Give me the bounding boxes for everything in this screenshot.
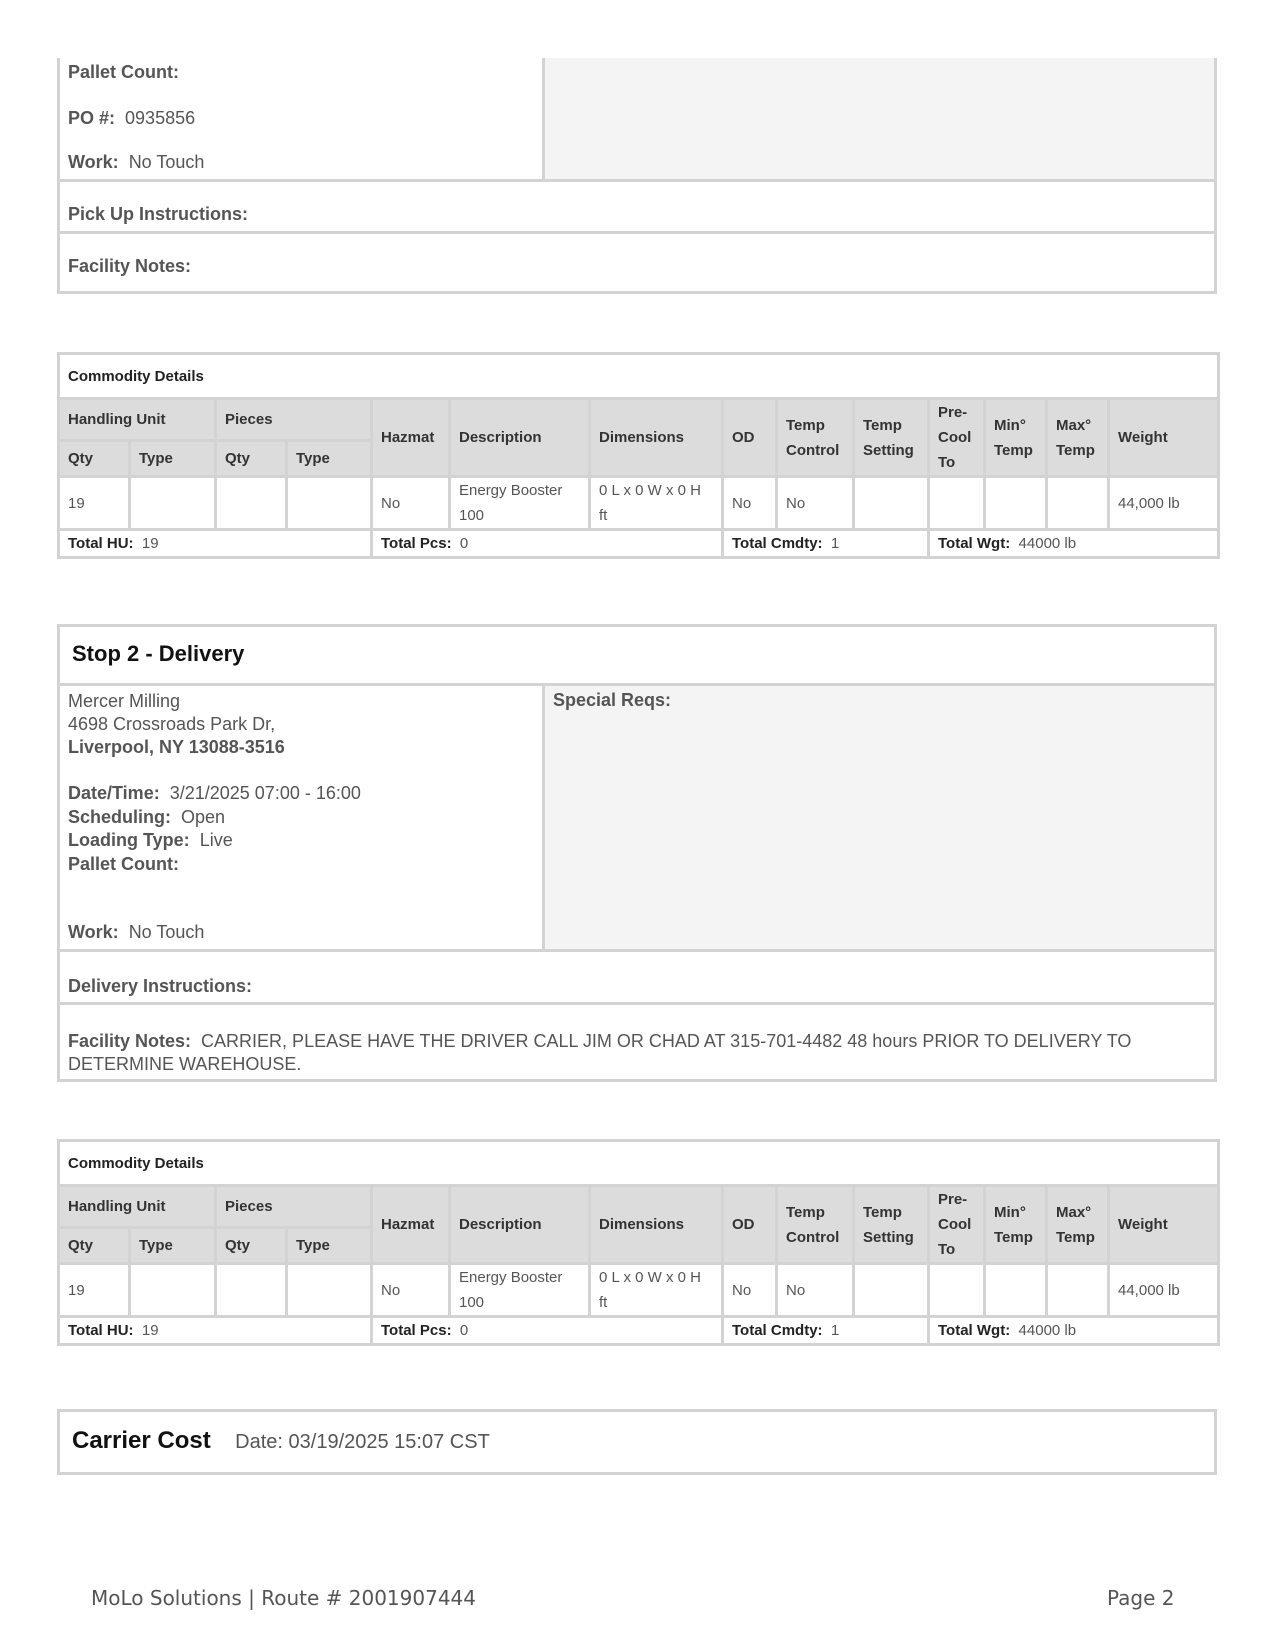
cell-hu-type [130,1264,216,1317]
stop1-facility-notes [60,256,191,277]
stop1-po-number [60,108,195,129]
loading-type: Loading Type: Live [68,830,233,850]
carrier-cost-header [72,1427,490,1455]
cell-weight: 44,000 lb [1109,477,1219,530]
header-hu-type: Type [130,1228,216,1264]
carrier-cost-title: Carrier Cost [72,1427,211,1454]
header-od: OD [723,1186,777,1264]
cell-pre-cool-to [929,1264,985,1317]
header-hazmat: Hazmat [372,1186,450,1264]
scheduling: Scheduling: Open [68,806,226,827]
stop2-delivery-instructions: Delivery Instructions: [68,976,253,996]
street-address: 4698 Crossroads Park Dr, [68,714,276,734]
stop2-special-reqs-panel [542,686,1214,949]
cell-weight: 44,000 lb [1109,1264,1219,1317]
work-label: Work: [68,152,119,172]
stop1-pickup-instructions [60,204,248,225]
stop1-work [60,152,204,173]
header-temp-control: Temp Control [777,1186,854,1264]
totals-row [59,530,1219,558]
header-od: OD [723,399,777,477]
company-name: Mercer Milling [68,691,181,711]
commodity-details-table-1 [57,352,1217,559]
cell-temp-setting [854,1264,929,1317]
header-min-temp: Min° Temp [985,399,1047,477]
header-pcs-type: Type [287,441,372,477]
header-handling-unit: Handling Unit [59,1186,216,1228]
cell-dimensions: 0 L x 0 W x 0 H ft [590,477,723,530]
header-dimensions: Dimensions [590,1186,723,1264]
facility-notes-label: Facility Notes: [68,256,192,276]
work-value: No Touch [128,152,205,172]
header-pieces: Pieces [216,1186,372,1228]
footer-page-number: Page 2 [1107,1586,1175,1610]
cell-pcs-type [287,1264,372,1317]
header-pieces: Pieces [216,399,372,441]
divider [60,949,1214,952]
header-min-temp: Min° Temp [985,1186,1047,1264]
stop1-pallet-count [60,62,179,83]
cell-pre-cool-to [929,477,985,530]
stop1-special-reqs-panel [542,58,1214,179]
commodity-details-table-2 [57,1139,1217,1346]
divider [60,179,1214,182]
po-value: 0935856 [125,108,196,128]
header-hu-qty: Qty [59,441,130,477]
commodity-details-title: Commodity Details [59,1141,1219,1186]
total-hu: Total HU: 19 [59,530,372,558]
carrier-cost-section [57,1409,1217,1475]
header-description: Description [450,399,590,477]
total-cmdty: Total Cmdty: 1 [723,1317,929,1345]
cell-min-temp [985,1264,1047,1317]
header-pre-cool-to: Pre- Cool To [929,1186,985,1264]
stop2-address [60,690,285,759]
stop1-section [57,58,1217,294]
stop2-details [60,686,542,949]
pallet-count: Pallet Count: [68,853,179,874]
cell-hu-qty: 19 [59,477,130,530]
stop2-title: Stop 2 - Delivery [72,641,245,666]
header-pcs-type: Type [287,1228,372,1264]
pallet-count-label: Pallet Count: [68,62,179,82]
cell-min-temp [985,477,1047,530]
divider [60,1002,1214,1005]
cell-max-temp [1047,477,1109,530]
cell-temp-control: No [777,477,854,530]
divider [60,231,1214,234]
cell-description: Energy Booster 100 [450,477,590,530]
po-label: PO #: [68,108,116,128]
totals-row [59,1317,1219,1345]
carrier-cost-date: Date: 03/19/2025 15:07 CST [235,1431,490,1453]
header-weight: Weight [1109,1186,1219,1264]
cell-description: Energy Booster 100 [450,1264,590,1317]
cell-pcs-qty [216,1264,287,1317]
header-max-temp: Max° Temp [1047,1186,1109,1264]
cell-hazmat: No [372,1264,450,1317]
header-handling-unit: Handling Unit [59,399,216,441]
cell-pcs-qty [216,477,287,530]
total-pcs: Total Pcs: 0 [372,530,723,558]
header-pcs-qty: Qty [216,1228,287,1264]
stop2-work: Work: No Touch [68,922,205,942]
cell-hu-type [130,477,216,530]
header-max-temp: Max° Temp [1047,399,1109,477]
datetime: Date/Time: 3/21/2025 07:00 - 16:00 [68,783,361,803]
header-hu-qty: Qty [59,1228,130,1264]
stop2-facility-notes: Facility Notes: CARRIER, PLEASE HAVE THE DRIVER CALL JIM OR CHAD AT 315-701-4482 48 hours PRIOR TO DELIVERY TO DETERMINE WAREHOUSE. [68,1031,1132,1074]
total-pcs: Total Pcs: 0 [372,1317,723,1345]
special-reqs: Special Reqs: [553,690,672,710]
table-row [59,477,1219,530]
stop2-section [57,624,1217,1082]
cell-od: No [723,477,777,530]
total-wgt: Total Wgt: 44000 lb [929,530,1219,558]
header-pre-cool-to: Pre- Cool To [929,399,985,477]
table-row [59,1264,1219,1317]
header-hazmat: Hazmat [372,399,450,477]
cell-od: No [723,1264,777,1317]
cell-max-temp [1047,1264,1109,1317]
cell-hu-qty: 19 [59,1264,130,1317]
header-description: Description [450,1186,590,1264]
cell-pcs-type [287,477,372,530]
city-state-zip: Liverpool, NY 13088-3516 [68,737,285,757]
commodity-details-title: Commodity Details [59,354,1219,399]
header-weight: Weight [1109,399,1219,477]
total-cmdty: Total Cmdty: 1 [723,530,929,558]
header-temp-setting: Temp Setting [854,1186,929,1264]
footer-route: MoLo Solutions | Route # 2001907444 [91,1586,476,1610]
header-pcs-qty: Qty [216,441,287,477]
cell-temp-control: No [777,1264,854,1317]
stop1-details [60,58,542,179]
header-dimensions: Dimensions [590,399,723,477]
header-hu-type: Type [130,441,216,477]
pickup-instructions-label: Pick Up Instructions: [68,204,249,224]
stop2-schedule [60,782,361,876]
cell-dimensions: 0 L x 0 W x 0 H ft [590,1264,723,1317]
total-wgt: Total Wgt: 44000 lb [929,1317,1219,1345]
header-temp-setting: Temp Setting [854,399,929,477]
cell-temp-setting [854,477,929,530]
total-hu: Total HU: 19 [59,1317,372,1345]
cell-hazmat: No [372,477,450,530]
header-temp-control: Temp Control [777,399,854,477]
